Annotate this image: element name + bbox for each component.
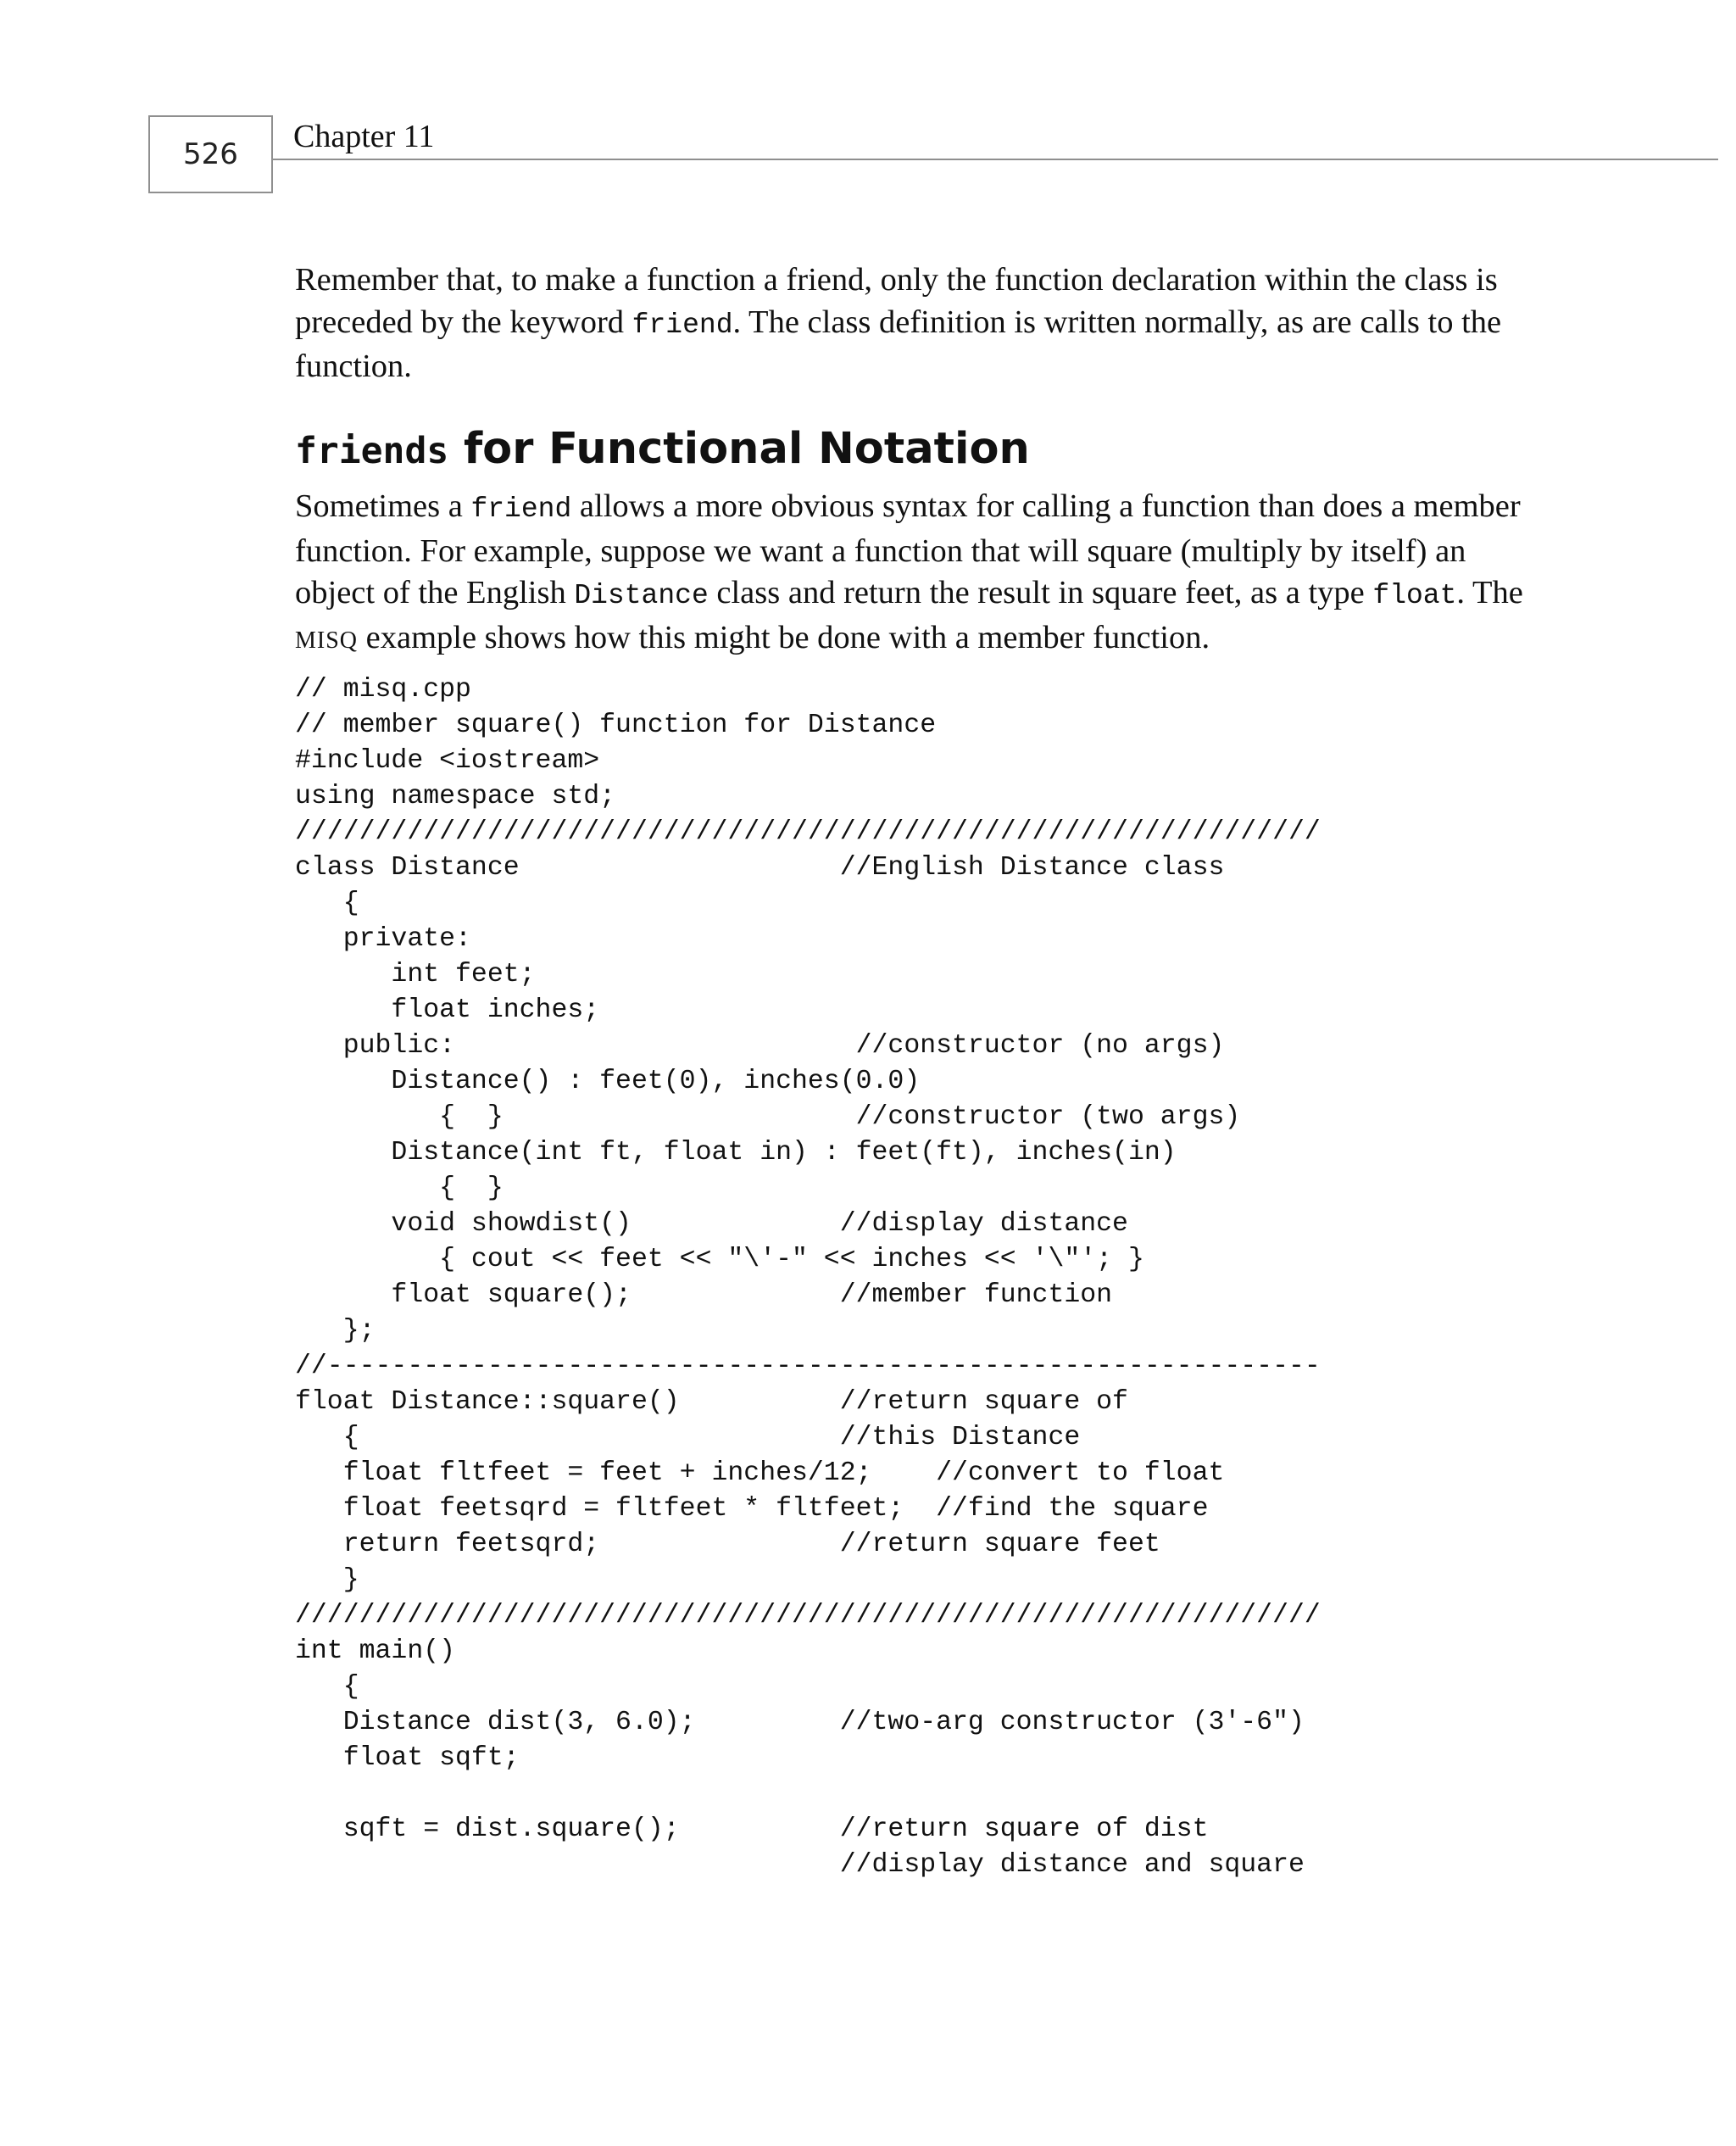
code-line: { cout << feet << "\'-" << inches << '\"'; } [295, 1245, 1144, 1274]
program-name-smallcaps: MISQ [295, 627, 359, 654]
inline-code-distance: Distance [574, 580, 709, 611]
code-line: }; [295, 1316, 376, 1346]
intro-line-2-text-b: . The class definition is written normally, as are calls to the [732, 304, 1502, 340]
page-number: 526 [148, 115, 273, 193]
code-line: void showdist() //display distance [295, 1209, 1128, 1239]
section-heading [295, 421, 1030, 480]
code-line: using namespace std; [295, 782, 616, 811]
body-line-2: function. For example, suppose we want a function that will square (multiply by itself) an [295, 532, 1466, 569]
code-line [295, 1776, 1321, 1812]
code-listing [295, 672, 1321, 1883]
body-line-3-text-a: object of the English [295, 575, 575, 610]
code-line: sqft = dist.square(); //return square of dist [295, 1814, 1209, 1844]
code-line: float inches; [295, 995, 600, 1025]
code-line: { } //constructor (two args) [295, 1102, 1241, 1132]
body-paragraph [295, 486, 1541, 661]
code-line: //-------------------------------------------------------------- [295, 1352, 1321, 1381]
body-line-4 [295, 617, 1541, 662]
code-line: Distance() : feet(0), inches(0.0) [295, 1067, 921, 1096]
intro-line-2-text-a: preceded by the keyword [295, 304, 632, 340]
body-line-3-text-c: . The [1456, 575, 1523, 610]
code-line: // member square() function for Distance [295, 711, 937, 740]
code-line: { [295, 889, 359, 918]
body-line-3-text-b: class and return the result in square feet, as a type [708, 575, 1373, 610]
section-heading-text: for Functional Notation [448, 424, 1030, 474]
code-line: class Distance //English Distance class [295, 853, 1225, 883]
code-line: int main() [295, 1636, 456, 1666]
intro-line-2 [295, 302, 1541, 347]
code-line: // misq.cpp [295, 675, 471, 705]
intro-line-1: Remember that, to make a function a friend, only the function declaration within the class is [295, 262, 1498, 298]
code-line: } [295, 1565, 359, 1595]
code-line: float Distance::square() //return square of [295, 1387, 1128, 1417]
code-line: float sqft; [295, 1743, 520, 1773]
code-line: Distance dist(3, 6.0); //two-arg constructor (3'-6") [295, 1708, 1305, 1737]
code-line: { } [295, 1173, 504, 1203]
code-line: #include <iostream> [295, 746, 600, 776]
body-line-1 [295, 486, 1541, 531]
section-heading-code: friends [295, 430, 449, 472]
code-line: //////////////////////////////////////////////////////////////// [295, 817, 1321, 847]
chapter-title: Chapter 11 [293, 119, 435, 154]
code-line: { [295, 1672, 359, 1702]
inline-code-friend-2: friend [470, 493, 572, 525]
inline-code-float: float [1372, 580, 1457, 611]
intro-paragraph [295, 259, 1541, 388]
body-line-4-text: example shows how this might be done with a member function. [358, 619, 1210, 655]
body-line-3 [295, 572, 1541, 617]
inline-code-friend: friend [632, 309, 733, 341]
code-line: //display distance and square [295, 1850, 1305, 1880]
code-line: public: //constructor (no args) [295, 1031, 1225, 1061]
code-line: float fltfeet = feet + inches/12; //convert to float [295, 1458, 1225, 1488]
code-line: { //this Distance [295, 1423, 1081, 1452]
body-line-1-text-b: allows a more obvious syntax for calling a function than does a member [571, 488, 1521, 524]
code-line: Distance(int ft, float in) : feet(ft), inches(in) [295, 1138, 1177, 1168]
code-line: private: [295, 924, 471, 954]
body-line-1-text-a: Sometimes a [295, 488, 471, 524]
code-line: float feetsqrd = fltfeet * fltfeet; //find the square [295, 1494, 1209, 1524]
code-line: return feetsqrd; //return square feet [295, 1530, 1160, 1559]
intro-line-3: function. [295, 348, 412, 384]
code-line: //////////////////////////////////////////////////////////////// [295, 1601, 1321, 1630]
code-line: int feet; [295, 960, 536, 989]
header-rule [273, 159, 1718, 160]
code-line: float square(); //member function [295, 1280, 1113, 1310]
